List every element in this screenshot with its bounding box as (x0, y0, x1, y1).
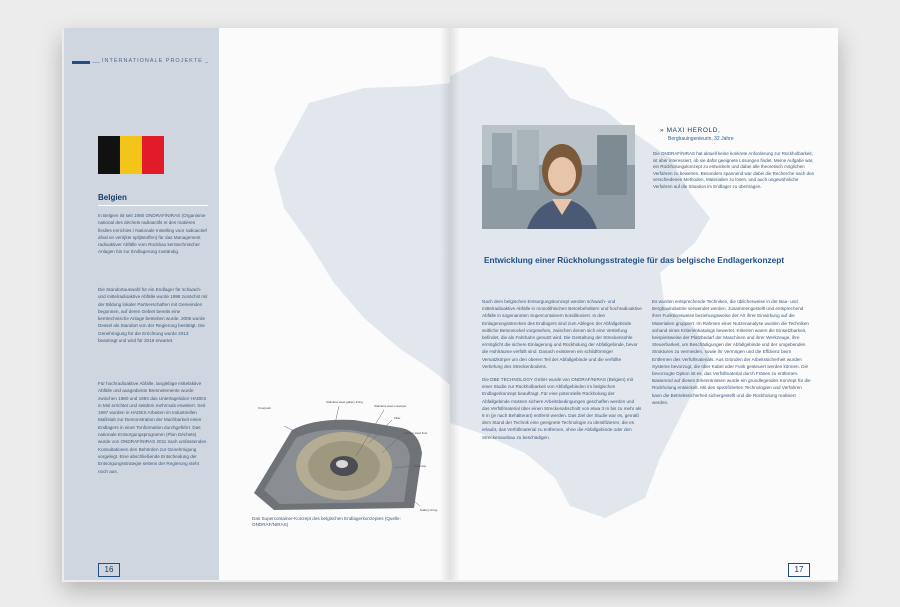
country-divider (98, 205, 208, 206)
section-label: INTERNATIONALE PROJEKTE (102, 58, 203, 64)
portrait-image (482, 125, 635, 229)
diagram-label: Filler (394, 416, 401, 420)
article-column-left (482, 298, 642, 441)
diagram-label: Gallery lining (420, 508, 438, 512)
diagram-caption: Das Supercontainer-Konzept des belgischen Endlagerkonzeptes (Quelle: ONDRAF/NIRAS) (252, 516, 401, 527)
diagram-label: Overpack (258, 406, 271, 410)
diagram-label: Carbon steel liner (404, 431, 428, 435)
sidebar-paragraph: In Belgien ist seit 1980 ONDRAF/NIRAS (Organisme national des déchets radioactifs et des matières fissiles enrichies / Nationale Instelling voor radioactief afval en verrijkte splijtstoffen) für das Management radioaktiver Abfälle vom Rückbau kerntechnischer Anlagen bis zur Endlagerung zuständig. (98, 213, 207, 255)
article-column-right (652, 298, 812, 406)
article-paragraph: Es wurden entsprechende Techniken, die üblicherweise in der Bau- und Bergbauindustrie verwendet werden, zusammengestellt und entsprechend ihrer Funktionsweise beziehungsweise der Art ihrer Einwirkung auf die Materialien gruppiert. Im Rahmen einer Nutzenanalyse wurden die Techniken anhand eines Kriterienkatalogs bewertet. Kriterien waren die Einsetzbarkeit, beispielsweise der Platzbedarf der Maschinen und ihrer Werkzeuge, ihre Steuerbarkeit, um Beschädigungen der Abfallgebinde und der umgebenden Strukturen zu vermeiden, sowie ihr Vermögen und die Effizienz beim Entfernen des Verfüllmaterials. Aus Gründen der Arbeitssicherheit wurden Systeme bevorzugt, die über Kabel oder Funk gesteuert werden können. Die bevorzugte Option ist es, das Verfüllmaterial durch Fräsen zu entfernen. Basierend auf diesen Erkenntnissen wurde ein grundlegendes Konzept für die Rückholung entwickelt. Mit den spezifizierten Technologien und Verfahren kann die Betriebssicherheit sichergestellt und die Rückholung realisiert werden. (652, 299, 811, 405)
right-page (450, 28, 838, 580)
flag-stripe-red (142, 136, 164, 174)
person-name: » MAXI HEROLD, (660, 127, 721, 134)
article-headline: Entwicklung einer Rückholungsstrategie für das belgische Endlagerkonzept (484, 255, 785, 265)
belgium-flag (98, 136, 164, 174)
article-paragraph: Nach dem belgischen Entsorgungskonzept werden schwach- und mittelradioaktive Abfälle in monolithischen Betonbehältern und hochradioaktive Abfälle in sogenannten Supercontainern konditioniert. In den Einlagerungsstrecken des Endlagers sind zum Ablegen der Abfallgebinde seitliche Betonsockel vorgesehen, zwischen denen sich eine Vertiefung befindet, die als Fahrbahn genutzt wird. Die Gestaltung der Streckensohle ermöglicht die sichere Einlagerung und Rückholung der Abfallgebinde, bevor die Hohlräume verfüllt sind. Danach existieren ein schildförmiger Versatzkörper um den oberen Teil der Abfallgebinde und die verfüllte Vertiefung des Streckenbodens. (482, 299, 642, 369)
diagram-label: Concrete (414, 464, 427, 468)
portrait-photo (482, 125, 635, 229)
flag-stripe-yellow (120, 136, 142, 174)
sidebar-paragraph: Für hochradioaktive Abfälle, langlebige mittelaktive Abfälle und ausgediente Brennelemente wurde zwischen 1980 und 1984 das Untertagelabor HADES in Mol errichtet und seitdem mehrmals erweitert. Seit 1997 wurden in HADES Arbeiten im Industriellen Maßstab zur Demonstration der Machbarkeit eines Endlagers in einer Tonformation durchgeführt. Das nationale Entsorgungsprogramm (Plan Déchets) wurde von ONDRAF/NIRAS 2011 nach umfassenden Konsultationen den Behörden zur Genehmigung vorgelegt. Eine abschließende Entscheidung der Entsorgungsstrategie seitens der Regierung steht noch aus. (98, 381, 207, 474)
diagram-label: Stainless steel gallery lining (326, 400, 363, 404)
section-marker (72, 61, 90, 64)
page-number-left: 16 (98, 563, 120, 577)
person-role: Bergbauingenieurin, 32 Jahre (668, 136, 734, 142)
page-number-right: 17 (788, 563, 810, 577)
left-page (64, 28, 450, 580)
diagram-labels (244, 398, 450, 518)
country-name: Belgien (98, 193, 127, 202)
diagram-label: Stainless steel envelope (374, 404, 407, 408)
sidebar-paragraph: Die Standortauswahl für ein Endlager für schwach- und mittelradioaktive Abfälle wurde 1998 zunächst mit der Bildung lokaler Partnerschaften mit Gemeinden begonnen, auf deren Gebiet bereits eine kerntechnische Anlage betrieben wurde. 2006 wurde Dessel als Standort von der Regierung bestätigt. Die Genehmigung für die Errichtung wurde 2013 beantragt und wird für 2019 erwartet. (98, 287, 208, 344)
flag-stripe-black (98, 136, 120, 174)
article-paragraph: Die DBE TECHNOLOGY GmbH wurde von ONDRAF/NIRAS (Belgien) mit einer Studie zur Rückholbarkeit von Abfallgebinden im belgischen Endlagerkonzept beauftragt. Für eine potenzielle Rückholung der Abfallgebinde müssen sichere Arbeitsbedingungen geschaffen werden und das Verfüllmaterial über einen Streckenabschnitt von etwa 3 m bis zu mehr als 6 m (je nach Behälterart) entfernt werden. Das Ziel der Studie war es, gemäß dem Stand der Technik eine geeignete Technologie zu identifizieren, die es erlaubt, das Verfüllmaterial zu entfernen, ohne die Abfallgebinde oder den Streckenausbau zu beschädigen. (482, 377, 642, 440)
person-quote: Die ONDRAF/NIRAS hat aktuell keine konkrete Anforderung zur Rückholbarkeit, ist aber interessiert, ob sie dafür geeignete Lösungen findet. Meine Aufgabe war, ein Rückholungskonzept zu entwickeln und dabei alle theoretisch möglichen Verfahren zu bewerten. Besonders spannend war dabei die Recherche nach den verschiedenen Methoden, Materialien zu lösen, und auch ungewöhnliche Verfahren auf die Situation im Endlager zu übertragen. (653, 151, 815, 189)
